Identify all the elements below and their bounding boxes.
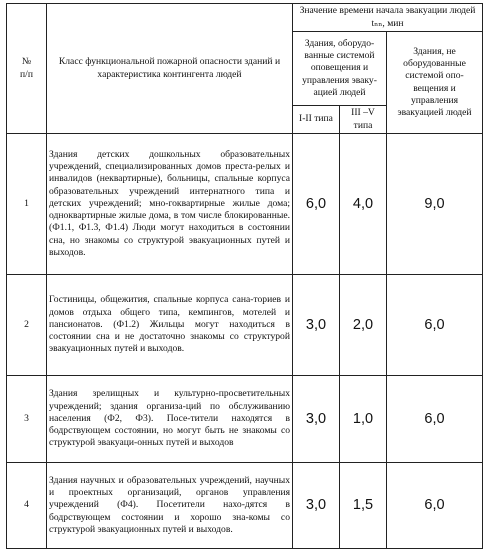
value-type-3-5: 4,0 xyxy=(340,134,387,275)
value-type-3-5: 1,0 xyxy=(340,376,387,463)
table-row xyxy=(7,463,483,549)
value-type-1-2: 3,0 xyxy=(293,463,340,549)
value-type-1-2: 3,0 xyxy=(293,376,340,463)
value-no-system: 6,0 xyxy=(387,376,483,463)
row-number: 4 xyxy=(7,463,47,549)
value-type-3-5: 2,0 xyxy=(340,275,387,376)
value-no-system: 9,0 xyxy=(387,134,483,275)
row-description: Здания зрелищных и культурно-просветительных учреждений; здания организа-ций по обслуживанию населения (Ф2, Ф3). Посе-тители находятся в бодрствующем состоянии, но могут быть не знакомы со структурой эвакуаци-онных путей и выходов xyxy=(47,376,293,463)
row-number: 1 xyxy=(7,134,47,275)
header-class-cell: Класс функциональной пожарной опасности зданий и характеристика контингента людей xyxy=(47,4,293,134)
value-no-system: 6,0 xyxy=(387,463,483,549)
table-row xyxy=(7,376,483,463)
header-type-3-5-cell: III –V типа xyxy=(340,106,387,134)
row-number: 2 xyxy=(7,275,47,376)
row-number: 3 xyxy=(7,376,47,463)
row-description: Здания научных и образовательных учреждений, научных и проектных организаций, органов управления учреждений (Ф4). Посетители нахо-дятся в бодрствующем состоянии и хорошо зна-комы со структурой эвакуационных путей и выходов. xyxy=(47,463,293,549)
value-type-1-2: 6,0 xyxy=(293,134,340,275)
table-row xyxy=(7,275,483,376)
row-description: Здания детских дошкольных образовательных учреждений, специализированных домов преста-релых и инвалидов (неквартирные), больницы, спальные корпуса образовательных учреждений интернатного типа и детских учреждений; мно-гоквартирные жилые дома; одноквартирные жилые дома, в том числе блокированные. (Ф1.1, Ф1.3, Ф1.4) Люди могут находиться в состоянии сна, но знакомы со структурой эвакуационных путей и выходов. xyxy=(47,134,293,275)
value-type-1-2: 3,0 xyxy=(293,275,340,376)
header-type-1-2-cell: I-II типа xyxy=(293,106,340,134)
header-time-cell: Значение времени начала эвакуации людей tₙₙ, мин xyxy=(293,4,483,32)
value-type-3-5: 1,5 xyxy=(340,463,387,549)
evacuation-time-table xyxy=(6,3,483,549)
header-without-system-cell: Здания, не оборудованные системой опо-вещения и управления эвакуацией людей xyxy=(387,32,483,134)
table-row xyxy=(7,134,483,275)
header-with-system-cell: Здания, оборудо-ванные системой оповещения и управления эваку-ацией людей xyxy=(293,32,387,106)
header-num-cell: № п/п xyxy=(7,4,47,134)
value-no-system: 6,0 xyxy=(387,275,483,376)
row-description: Гостиницы, общежития, спальные корпуса сана-ториев и домов отдыха общего типа, кемпингов, мотелей и пансионатов. (Ф1.2) Жильцы могут находиться в состоянии сна и не достаточно знакомы со структурой эвакуационных путей и выходов. xyxy=(47,275,293,376)
